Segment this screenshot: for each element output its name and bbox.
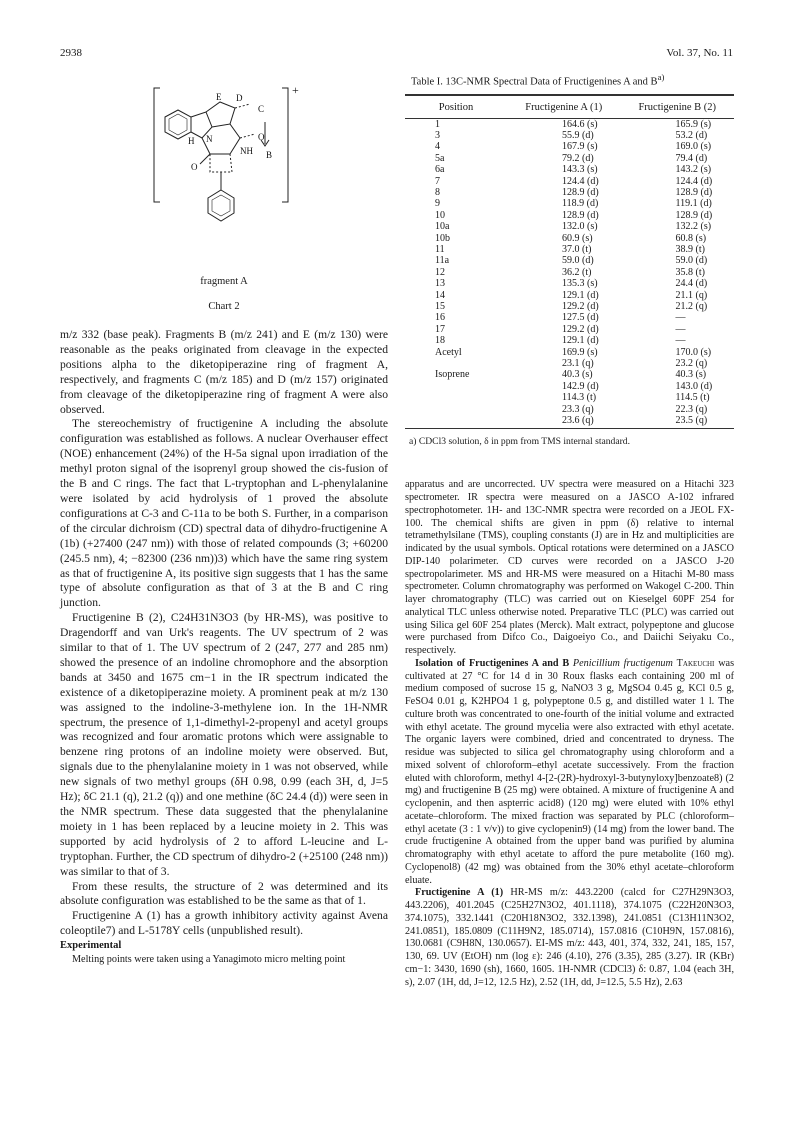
label-h: H [188, 136, 195, 146]
table-cell: 12 [435, 266, 445, 278]
paragraph: apparatus and are uncorrected. UV spectra were measured on a Hitachi 323 spectrometer. IR spectra were measured on a JASCO A-102 infrared spectrophotometer. 1H- and 13C-NMR spectra were recorded on a JEOL FX-100. The chemical shifts are given in ppm (δ) relative to internal tetramethylsilane (TMS), coupling constants (J) are in Hz and multiplicities are indicated by the usual symbols. Optical rotations were determined on a JASCO DIP-140 polarimeter. CD curves were recorded on a JASCO J-20 spectropolarimeter. MS and HR-MS were measured on a Hitachi M-80 mass spectrometer. Column chromatography was performed on Wakogel C-200. Thin layer chromatography (TLC) was carried out on Kieselgel 60PF 254 for analytical TLC unless otherwise noted. Preparative TLC (PLC) was carried out using Silica gel 60F 254 plates (Merck). Malt extract, polypeptone and glucose were purchased from Difco Co., Daigoeiyo Co., and Daiichi Seiyaku Co., respectively. [405, 479, 734, 657]
table-cell: 119.1 (d) [675, 198, 712, 210]
table-cell: 129.1 (d) [562, 335, 599, 347]
paragraph: Melting points were taken using a Yanagimoto micro melting point [72, 954, 346, 966]
table-cell: 79.2 (d) [562, 152, 594, 164]
table-cell [405, 404, 507, 415]
table-cell: 114.3 (t) [562, 392, 597, 404]
paragraph: Isolation of Fructigenines A and B Penicillium fructigenum Takeuchi was cultivated at 27 °C for 14 d in 30 Roux flasks each containing 200 ml of medium composed of sucrose 15 g, NaNO3 3 g, MgSO4 0.45 g, KCl 0.5 g, FeSO4 0.01 g, K2HPO4 1 g, polypeptone 0.5 g, and distilled water 1 l. The culture broth was concentrated to one-fourth of the initial volume and extracted with ethyl acetate. The ground mycelia were also extracted with ethyl acetate. The organic layers were combined, dried and concentrated to dryness. The residue was subjected to silica gel chromatography using chloroform and a mixed solvent of chloroform–ethyl acetate successively. From the fraction eluted with chloroform, methyl 4-[2-(2R)-hydroxyl-3-butynyloxy]benzoate8) (2 mg) and fructigenine B (25 mg) were obtained. A mixture of fructigenine A and cyclopenin, and then aspterric acid8) (120 mg) were eluted with 10% ethyl acetate–chloroform. The mixed fraction was separated by PLC (chloroform–ethyl acetate (3 : 1 v/v)) to give cyclopenin9) (14 mg) from the lower band. The crude fructigenine A obtained from the upper band was purified by alumina chromatography with ethyl acetate to afford the pure metabolite (160 mg). Cyclopenol8) (42 mg) was obtained from the 30% ethyl acetate–chloroform eluate. [405, 657, 735, 886]
table-cell: 143.2 (s) [675, 164, 712, 176]
table-title: Table I. 13C-NMR Spectral Data of Fructigenines A and $B^{a)}$ [411, 72, 665, 88]
table-cell: 124.4 (d) [562, 175, 599, 187]
table-cell: 36.2 (t) [562, 266, 592, 278]
table-cell: 21.1 (q) [675, 289, 708, 301]
table-cell: 3 [435, 129, 440, 141]
left-column [60, 72, 388, 966]
table-cell: 164.6 (s) [562, 118, 598, 130]
table-row [405, 244, 734, 255]
table-cell: 9 [435, 198, 440, 210]
table-cell: 10 [435, 209, 445, 221]
nmr-table [405, 94, 734, 430]
table-row [405, 187, 734, 198]
table-cell: 22.3 (q) [675, 403, 708, 415]
table-row [405, 198, 734, 209]
table-cell: 118.9 (d) [562, 198, 599, 210]
table-row [405, 312, 734, 323]
right-column [405, 72, 734, 989]
table-cell: 1 [435, 118, 440, 130]
table-row [405, 381, 734, 392]
page-number: 2938 [60, 47, 82, 59]
table-cell: 21.2 (q) [675, 301, 708, 312]
table-row [405, 210, 734, 221]
table-cell: 4 [435, 141, 440, 153]
table-cell: 167.9 (s) [562, 141, 598, 153]
column-header: Position [405, 95, 507, 119]
table-cell [405, 358, 507, 369]
table-row [405, 290, 734, 301]
table-cell: 129.1 (d) [562, 289, 599, 301]
right-body [405, 479, 734, 989]
table-cell: 59.0 (d) [675, 255, 708, 267]
label-nh: NH [240, 146, 253, 156]
paragraph: Fructigenine A (1) HR-MS m/z: 443.2200 (calcd for C27H29N3O3, 443.2206), 401.2045 (C25H27N3O2, 401.1118), 374.1075 (C22H20N3O3, 374.1075), 332.1441 (C20H18N3O2, 332.1398), 241.0851 (C13H11N3O2, 241.0851), 185.0809 (C11H9N2, 185.0714), 157.0816 (C10H9N, 157.0816), 130.0681 (C9H8N, 130.0657). EI-MS m/z: 443, 401, 374, 332, 241, 185, 157, 130, 69. UV (EtOH) nm (log ε): 246 (4.10), 276 (3.35), 285 (3.27). IR (KBr) cm−1: 3430, 1690 (sh), 1660, 1605. 1H-NMR (CDCl3) δ: 0.87, 1.04 (each 3H, s), 2.07 (1H, dd, J=12, 12.5 Hz), 2.52 (1H, dd, J=12.5, 5.5 Hz), 2.63 [405, 887, 734, 988]
column-header: Fructigenine B (2) [621, 95, 735, 119]
table-cell: 128.9 (d) [675, 186, 713, 198]
table-row [405, 176, 734, 187]
table-cell: 14 [435, 289, 445, 301]
table-cell: 132.2 (s) [675, 221, 712, 233]
table-cell: 114.5 (t) [675, 392, 710, 404]
table-row [405, 255, 734, 266]
table-cell: 18 [435, 335, 445, 347]
table-cell: 7 [435, 175, 440, 187]
table-cell: 128.9 (d) [675, 209, 713, 221]
table-row [405, 301, 734, 312]
left-body [60, 328, 388, 967]
label-c: C [258, 104, 265, 114]
table-cell: 8 [435, 186, 440, 198]
table-cell: 169.0 (s) [675, 141, 712, 153]
section-heading: Experimental [60, 940, 122, 952]
table-cell: 23.3 (q) [562, 403, 594, 415]
table-cell: 6a [435, 164, 445, 176]
table-cell: 128.9 (d) [562, 186, 599, 198]
table-cell: 143.3 (s) [562, 164, 598, 176]
paragraph: From these results, the structure of 2 was determined and its absolute configuration was established to be the same as that of 1. [60, 879, 388, 908]
journal-volume: Vol. 37, No. 11 [666, 47, 733, 59]
table-cell: 16 [435, 312, 445, 324]
table-cell: 40.3 (s) [675, 369, 707, 381]
table-cell: 24.4 (d) [675, 278, 708, 290]
table-cell: 23.1 (q) [562, 358, 594, 370]
label-d: D [236, 93, 243, 103]
table-cell: 128.9 (d) [562, 209, 599, 221]
table-cell: 23.2 (q) [675, 358, 708, 370]
table-row [405, 404, 734, 415]
table-cell: 59.0 (d) [562, 255, 594, 267]
table-cell: 60.8 (s) [675, 232, 707, 244]
table-cell: 169.9 (s) [562, 346, 598, 358]
label-o2: O [191, 162, 198, 172]
label-e: E [216, 92, 222, 102]
fragment-a-structure [60, 72, 388, 272]
label-n: N [206, 134, 213, 144]
table-cell: 38.9 (t) [675, 243, 705, 255]
table-cell: 23.6 (q) [507, 415, 621, 429]
table-cell: 127.5 (d) [562, 312, 599, 324]
table-cell: 13 [435, 278, 445, 290]
table-row [405, 141, 734, 152]
paragraph: Fructigenine B (2), C24H31N3O3 (by HR-MS), was positive to Dragendorff and van Urk's reagents. The UV spectrum of 2 was similar to that of 1. The UV spectrum of 2 (247, 277 and 285 nm) showed the presence of an indoline chromophore and the absorption bands at 3450 and 1675 cm−1 in the IR spectrum indicated the existence of a diketopiperazine moiety. A prominent peak at m/z 130 was assigned to the indoline-3-methylene ion. In the 1H-NMR spectrum, the presence of 1,1-dimethyl-2-propenyl and acetyl groups was recognized and four aromatic protons which were assignable to benzene ring protons of an indoline moiety were observed. But, signals due to the phenylalanine moiety in 1 was not observed, while new signals of two methyl groups (δH 0.98, 0.99 (each 3H, d, J=5 Hz); δC 21.1 (q), 21.2 (q)) and one methine (δC 24.4 (d)) were seen in the NMR spectrum. These data suggested that the phenylalanine moiety in 1 has been replaced by a leucine moiety in 2. This was supported by acid hydrolysis of 2 to afford L-leucine and L-tryptophan. Further, the CD spectrum of dihydro-2 (+25100 (248 nm)) was similar to that of 3. [60, 611, 388, 878]
table-cell: 10a [435, 221, 450, 233]
table-row [405, 392, 734, 403]
table-cell: 79.4 (d) [675, 152, 708, 164]
table-cell: 143.0 (d) [675, 380, 713, 392]
table-row [405, 278, 734, 289]
table-cell: 170.0 (s) [675, 346, 712, 358]
table-row [405, 153, 734, 164]
table-cell: 15 [435, 301, 445, 312]
table-row [405, 415, 734, 429]
table-cell: 60.9 (s) [562, 232, 593, 244]
table-row [405, 369, 734, 380]
label-o1: O [258, 132, 265, 142]
table-row [405, 358, 734, 369]
table-cell: Isoprene [435, 369, 470, 381]
table-cell: 129.2 (d) [562, 323, 599, 335]
table-row [405, 130, 734, 141]
table-cell: 53.2 (d) [675, 129, 708, 141]
right-bracket [282, 88, 288, 202]
chart-2-figure [60, 72, 388, 250]
column-header: Fructigenine A (1) [507, 95, 621, 119]
paragraph: m/z 332 (base peak). Fragments B (m/z 241) and E (m/z 130) were reasonable as the peaks originated from cleavage in the expected positions alpha to the diketopiperazine ring of fragment A, respectively, and fragments C (m/z 185) and D (m/z 157) originated from cleavage of the diketopiperazine ring of fragment A were also observed. [60, 328, 388, 416]
table-row [405, 164, 734, 175]
left-bracket [154, 88, 160, 202]
table-cell: 124.4 (d) [675, 175, 713, 187]
table-cell: 37.0 (t) [562, 243, 592, 255]
table-cell: 165.9 (s) [675, 118, 712, 130]
table-row [405, 267, 734, 278]
table-row [405, 347, 734, 358]
table-cell [405, 415, 507, 429]
table-cell: 142.9 (d) [562, 380, 599, 392]
table-cell: 55.9 (d) [562, 129, 594, 141]
table-row [405, 335, 734, 346]
table-row [405, 324, 734, 335]
table-cell: 11a [435, 255, 450, 267]
paragraph: The stereochemistry of fructigenine A including the absolute configuration was established as follows. A nuclear Overhauser effect (NOE) enhancement (24%) of the H-5a signal upon irradiation of the methyl proton signal of the isoprenyl group showed the cis-fusion of the B and C rings. The fact that L-tryptophan and L-phenylalanine were isolated by acid hydrolysis of 1 proved the absolute configurations at C-3 and C-11a to be both S. Further, in a comparison of the circular dichroism (CD) spectral data of dihydro-fructigenine A (1b) (+27400 (247 nm)) with those of related compounds (3; +60200 (245.5 nm), 4; −82300 (236 nm))3) which have the same ring system as that of fructigenine A, its positive sign suggests that 1 has the same type of absolute configuration as that of 3 at the B and C ring junction. [60, 417, 388, 610]
table-cell: 129.2 (d) [562, 301, 599, 312]
table-row [405, 221, 734, 232]
table-cell: 40.3 (s) [562, 369, 593, 381]
table-cell: 10b [435, 232, 450, 244]
paragraph: Fructigenine A (1) has a growth inhibitory activity against Avena coleoptile7) and L-5178Y cells (unpublished result). [60, 909, 388, 938]
table-row [405, 118, 734, 130]
table-cell: Acetyl [435, 346, 462, 358]
label-b: B [266, 150, 273, 160]
figure-caption-fragment: fragment A [200, 276, 248, 287]
table-cell: 35.8 (t) [675, 266, 705, 278]
table-cell: 135.3 (s) [562, 278, 598, 290]
table-cell [405, 381, 507, 392]
charge-plus: + [292, 83, 299, 97]
figure-caption-chart: Chart 2 [208, 301, 240, 312]
table-cell: 23.5 (q) [621, 415, 735, 429]
table-cell: 132.0 (s) [562, 221, 598, 233]
table-cell: 11 [435, 243, 445, 255]
table-cell: 17 [435, 323, 445, 335]
table-cell: 5a [435, 152, 445, 164]
table-cell: — [675, 323, 686, 335]
table-row [405, 233, 734, 244]
table-cell [405, 392, 507, 403]
table-cell: — [675, 312, 686, 324]
table-footnote: a) CDCl3 solution, δ in ppm from TMS internal standard. [409, 436, 630, 448]
table-cell: — [675, 335, 686, 347]
